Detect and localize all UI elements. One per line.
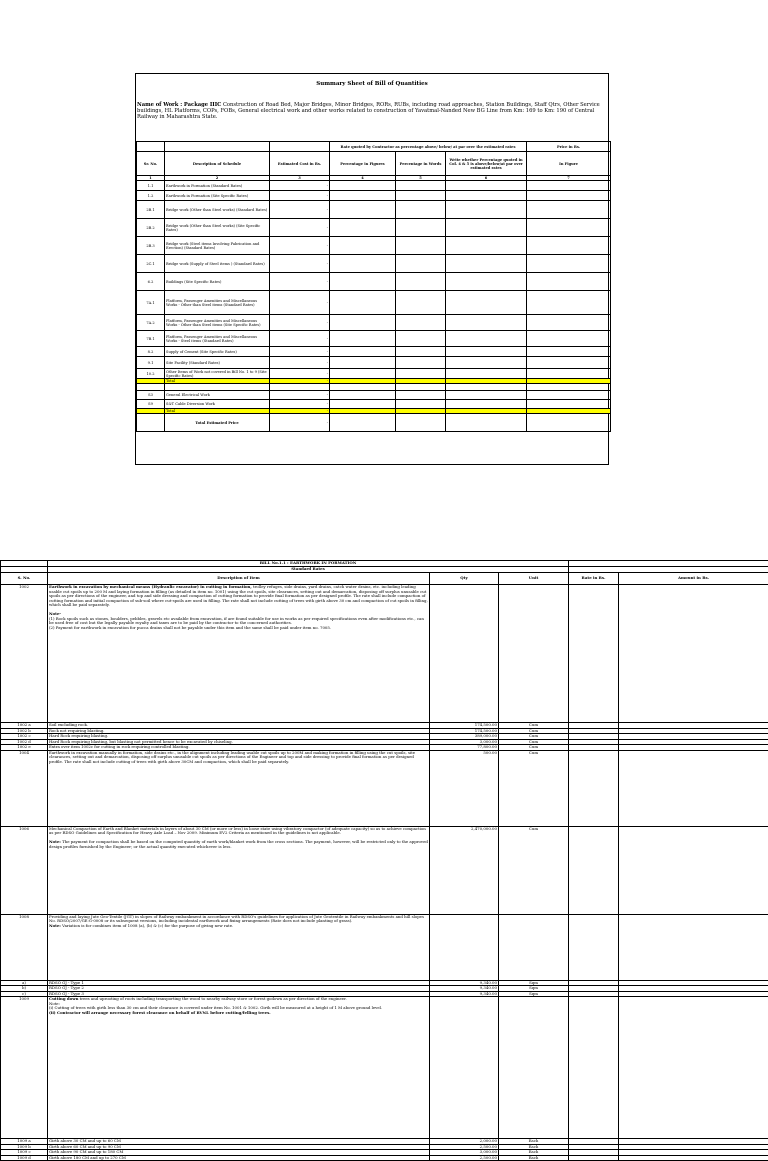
row-price (527, 331, 611, 347)
row-price (527, 369, 611, 379)
summary-sheet (135, 73, 609, 465)
row-price (527, 181, 611, 191)
write-whether-header: Write whether Percentage quoted in Col. 4 & 5 is above/below/at par over estimated rates (446, 152, 527, 176)
item-qty: 3,000.00 (430, 739, 499, 745)
item-unit: Sqm (499, 986, 569, 992)
row-description: Total Estimated Price (165, 414, 270, 432)
bill-unit-header: Unit (499, 573, 569, 585)
item-text: Girth above 30 CM and up to 60 CM (49, 1139, 121, 1144)
item-amount (619, 826, 768, 914)
table-row (1, 750, 768, 826)
table-row (1, 997, 768, 1139)
item-text: The payment for compaction shall be based on the computed quantity of earth work/blanket work from the cross sections. The payment, however, will be restricted only to the approved design profiles furnished by the Engineer; or the actual quantity executed whichever is less. (49, 839, 428, 849)
cost-header: Estimated Cost in Rs. (270, 152, 330, 176)
item-text: Extra over item 1002c for cutting in rock requiring controlled blasting. (49, 745, 190, 750)
row-description: Other Items of Work not covered in Bill No. 1 to 9 (Site Specific Rates) (165, 369, 270, 379)
table-row (137, 400, 611, 409)
row-pct-figures (330, 357, 396, 369)
row-description: Site Facility (Standard Rates) (165, 357, 270, 369)
item-sno: 1009 (1, 997, 48, 1139)
row-pct-figures (330, 331, 396, 347)
bill-sno-header: S. No. (1, 573, 48, 585)
item-rate (569, 997, 619, 1139)
table-row (137, 391, 611, 400)
col-num: 7 (527, 176, 611, 181)
row-pct-words (396, 331, 446, 347)
item-text: RDSO GJ - Type 2 (49, 986, 84, 991)
table-row (137, 347, 611, 357)
item-qty: 77,800.00 (430, 745, 499, 751)
row-cost: - (270, 400, 330, 409)
row-sno: 2B.3 (137, 237, 165, 255)
row-sno: 1.1 (137, 181, 165, 191)
item-unit: Cum (499, 750, 569, 826)
table-row (137, 291, 611, 315)
table-row (1, 826, 768, 914)
table-row (137, 273, 611, 291)
item-text: Variation is for combines item of 1008 (a), (b) & (c) for the purpose of giving new rate. (61, 923, 233, 928)
row-sno (137, 384, 165, 391)
item-text: Girth above 60 CM and up to 90 CM (49, 1144, 121, 1149)
row-pct-words (396, 369, 446, 379)
item-text: Note: (49, 1001, 60, 1006)
rate-quoted-header: Rate quoted by Contractor as percentage above/ below/ at par over the estimated rates (330, 142, 527, 152)
row-pct-words (396, 347, 446, 357)
item-bold: Note: (49, 839, 61, 844)
item-description (48, 750, 430, 826)
item-description (48, 914, 430, 980)
item-unit: Sqm (499, 991, 569, 997)
item-bold: (ii) Contractor will arrange necessary forest clearance on behalf of RVNL before cutting/felling trees. (49, 1010, 271, 1015)
item-sno: 1009 b (1, 1144, 48, 1150)
item-text: Earthwork in excavation manually in formation, side drains etc., in the alignment including leading usable cut spoils up to 200M and making formation in filling using the cut spoils, site clearances, setting out and demarcation, disposing off surplus unusable cut spoils as per directions of the Engineer and top and side dressing to provide final formation as per designed profile. The rate shall not include cutting of trees with girth above 30CM and compaction, which shall be paid separately. (49, 750, 415, 764)
item-unit: Cum (499, 728, 569, 734)
row-pct-words (396, 414, 446, 432)
row-sno: 2B.2 (137, 219, 165, 237)
sno-header: Sr. No. (137, 152, 165, 176)
name-of-work-text: Construction of Road Bed, Major Bridges, Minor Bridges, RORs, RUBs, including road approaches, Station Buildings, Staff Qtrs, Other Service buildings, HL Platforms, COPs, FOBs, General electrical work and other works related to construction of Yavatmal-Nanded New BG Line from Km: 169 to Km: 190 of Central Railway in Maharashtra State. (137, 102, 600, 120)
row-pct-words (396, 391, 446, 400)
item-qty: 9,340.00 (430, 980, 499, 986)
row-above-below (446, 384, 527, 391)
row-above-below (446, 331, 527, 347)
row-price: - (527, 414, 611, 432)
row-description: Bridge work (Other than Steel works) (Standard Rates) (165, 201, 270, 219)
item-sno: 1002 d (1, 739, 48, 745)
item-qty: 9,340.00 (430, 991, 499, 997)
row-above-below (446, 273, 527, 291)
item-text: (i) Cutting of trees with girth less than 30 cm and their clearance is covered under item No. 1001 & 1002. Girth will be measured at a height of 1 M above ground level. (49, 1005, 382, 1010)
row-pct-figures (330, 414, 396, 432)
row-above-below (446, 255, 527, 273)
item-unit: Cum (499, 739, 569, 745)
item-text: Rock not requiring blasting. (49, 728, 105, 733)
price-header: Price in Rs. (527, 142, 611, 152)
row-above-below (446, 291, 527, 315)
row-cost: - (270, 273, 330, 291)
row-cost: - (270, 347, 330, 357)
row-price (527, 391, 611, 400)
row-cost (270, 384, 330, 391)
row-cost: - (270, 414, 330, 432)
item-sno: 1002 e (1, 745, 48, 751)
col-num: 4 (330, 176, 396, 181)
item-sno: 1002 c (1, 734, 48, 740)
bill-title: BILL No.1.1 : EARTHWORK IN FORMATION (48, 561, 569, 567)
table-row (137, 237, 611, 255)
col-num: 5 (396, 176, 446, 181)
table-row (1, 1155, 768, 1161)
table-row (137, 331, 611, 347)
item-unit (499, 914, 569, 980)
row-pct-figures (330, 191, 396, 201)
row-pct-words (396, 201, 446, 219)
row-description: Bridge work (Other than Steel works) (Site Specific Rates) (165, 219, 270, 237)
table-row (137, 315, 611, 331)
item-sno: 1004 (1, 750, 48, 826)
row-sno: 6.2 (137, 273, 165, 291)
row-description: General Electrical Work (165, 391, 270, 400)
item-text: RDSO GJ - Type 3 (49, 991, 84, 996)
row-above-below (446, 414, 527, 432)
row-pct-words (396, 237, 446, 255)
row-above-below (446, 191, 527, 201)
row-description: Platform, Passenger Amenities and Miscellaneous Works - Steel items (Standard Rates) (165, 331, 270, 347)
item-text: Girth above 180 CM and up to 270 CM (49, 1155, 126, 1160)
row-description: Platform, Passenger Amenities and Miscellaneous Works - Other than Steel items (Standard Rates) (165, 291, 270, 315)
table-row (137, 384, 611, 391)
item-qty: 3,000.00 (430, 1150, 499, 1156)
row-pct-words (396, 400, 446, 409)
item-qty (430, 997, 499, 1139)
item-rate (569, 1155, 619, 1161)
item-amount (619, 997, 768, 1139)
item-sno: a) (1, 980, 48, 986)
table-row (137, 201, 611, 219)
row-pct-figures (330, 255, 396, 273)
table-row (137, 369, 611, 379)
bill-desc-header: Description of Item (48, 573, 430, 585)
row-pct-figures (330, 273, 396, 291)
item-text: Providing and laying Jute Geo-Textile (JGT) in slopes of Railway embankment in accordance with RDSO's guidelines for application of Jute Geotextile in Railway embankments and hill slopes No. RDSO/2007/GE:G-0008 or its subsequent versions, including incidental earthwork and fixing arrangements (Rate does not include planting of grass). (49, 914, 424, 923)
row-above-below (446, 369, 527, 379)
note-text: (2) Payment for earthwork in excavation for pucca drains shall not be payable under this item and the same shall be paid under item no. 7005. (49, 625, 331, 630)
row-description: Buildings (Site Specific Rates) (165, 273, 270, 291)
item-bold: Note: (49, 923, 61, 928)
row-sno: 7A.1 (137, 291, 165, 315)
row-pct-figures (330, 201, 396, 219)
item-text: RDSO GJ - Type 1 (49, 980, 84, 985)
item-text: Girth above 90 CM and up to 180 CM (49, 1150, 123, 1155)
bill-amount-header: Amount in Rs. (619, 573, 768, 585)
row-price (527, 255, 611, 273)
item-unit (499, 997, 569, 1139)
row-pct-words (396, 384, 446, 391)
note-text: (1) Rock spoils such as stones, boulders, pebbles, gravels etc available from excavation, if are found suitable for use in works as per required specifications even after modifications etc., can be used free of cost but the legally payable royalty and taxes are to be paid by the contractor to the concerned authorities. (49, 616, 424, 626)
item-sno: 1009 a (1, 1139, 48, 1145)
item-qty: 174,500.00 (430, 723, 499, 729)
row-description (165, 384, 270, 391)
item-qty (430, 914, 499, 980)
row-pct-figures (330, 384, 396, 391)
row-description: Supply of Cement (Site Specific Rates) (165, 347, 270, 357)
item-description (48, 826, 430, 914)
row-cost: - (270, 201, 330, 219)
row-pct-figures (330, 391, 396, 400)
row-above-below (446, 391, 527, 400)
row-price (527, 315, 611, 331)
row-description: Bridge work (Supply of Steel items ) (Standard Rates) (165, 255, 270, 273)
item-amount (619, 750, 768, 826)
item-unit: Cum (499, 826, 569, 914)
row-pct-figures (330, 181, 396, 191)
item-unit: Cum (499, 745, 569, 751)
item-sno: 1006 (1, 826, 48, 914)
item-qty: 389,000.00 (430, 734, 499, 740)
row-sno: 7A.2 (137, 315, 165, 331)
item-unit: Cum (499, 734, 569, 740)
row-pct-figures (330, 369, 396, 379)
item-text: trolley refuges, side drains, yard drains, catch water drains, etc. including leading usable cut spoils up to 200 M and laying formation in filling (as detailed in item no. 1001) using the cut spoils, site clearances, setting out and demarcation, disposing off surplus unusable cut spoils as per directions of the engineer, and top and side dressing and compaction of cutting formation to provide final formation as per designed profile. The rate shall include compaction of cutting formation and initial compaction of sub-soil where cut-spoils are used in filling. The rate shall not include cutting of trees with girth above 30 cm and compaction of cut spoils in filling, which shall be paid separately. (49, 585, 428, 608)
table-row (137, 181, 611, 191)
row-price (527, 237, 611, 255)
item-qty: 2,470,000.00 (430, 826, 499, 914)
item-text: Hard Rock requiring blasting. (49, 734, 108, 739)
item-unit: Each (499, 1155, 569, 1161)
row-sno (137, 414, 165, 432)
item-unit: Cum (499, 723, 569, 729)
item-unit: Sqm (499, 980, 569, 986)
item-sno: 1002 b (1, 728, 48, 734)
row-price (527, 357, 611, 369)
table-row (137, 219, 611, 237)
row-pct-words (396, 273, 446, 291)
item-sno: 1009 d (1, 1155, 48, 1161)
row-above-below (446, 237, 527, 255)
table-row (137, 357, 611, 369)
row-sno: 2B.1 (137, 201, 165, 219)
row-description: S&T Cable Diversion Work (165, 400, 270, 409)
row-cost: - (270, 331, 330, 347)
description-header: Description of Schedule (165, 152, 270, 176)
table-row (137, 255, 611, 273)
summary-table (136, 141, 611, 432)
row-above-below (446, 181, 527, 191)
col-num: 1 (137, 176, 165, 181)
row-description: Total (165, 379, 270, 384)
item-qty: 2,000.00 (430, 1139, 499, 1145)
row-sno: 8.2 (137, 347, 165, 357)
item-sno: b) (1, 986, 48, 992)
row-pct-words (396, 255, 446, 273)
row-pct-figures (330, 400, 396, 409)
name-of-work-label: Name of Work : Package IIIC (137, 102, 221, 108)
in-figure-header: In Figure (527, 152, 611, 176)
row-pct-figures (330, 291, 396, 315)
bill-table (0, 560, 768, 1161)
bill-qty-header: Qty (430, 573, 499, 585)
item-qty: 2,500.00 (430, 1144, 499, 1150)
row-cost: - (270, 369, 330, 379)
bill-subtitle: Standard Rates (48, 567, 569, 573)
row-cost: - (270, 409, 330, 414)
row-sno: 1.2 (137, 191, 165, 201)
col-num: 6 (446, 176, 527, 181)
item-rate (569, 826, 619, 914)
item-bold: Cutting down (49, 997, 78, 1002)
item-qty: 9,340.00 (430, 986, 499, 992)
row-pct-figures (330, 237, 396, 255)
row-pct-words (396, 191, 446, 201)
row-pct-figures (330, 347, 396, 357)
row-cost: - (270, 237, 330, 255)
row-cost: - (270, 181, 330, 191)
item-sno: 1008 (1, 914, 48, 980)
row-description: Total (165, 409, 270, 414)
summary-title: Summary Sheet of Bill of Quantities (136, 81, 608, 87)
row-above-below (446, 400, 527, 409)
row-description: Earthwork in Formation (Site Specific Rates) (165, 191, 270, 201)
row-cost: - (270, 391, 330, 400)
row-above-below (446, 219, 527, 237)
row-pct-words (396, 357, 446, 369)
table-row (137, 414, 611, 432)
row-description: Earthwork in Formation (Standard Rates) (165, 181, 270, 191)
item-sno: c) (1, 991, 48, 997)
item-bold: Earthwork in excavation by mechanical means (Hydraulic excavator) in cutting in formation, (49, 585, 252, 590)
row-cost: - (270, 315, 330, 331)
item-description (48, 1155, 430, 1161)
row-description: Platform, Passenger Amenities and Miscellaneous Works - Other than Steel items (Site Specific Rates) (165, 315, 270, 331)
row-above-below (446, 315, 527, 331)
row-price (527, 400, 611, 409)
item-text: trees and uprooting of roots including transporting the wood to nearby railway store or forest godown as per direction of the engineer. (78, 997, 346, 1002)
item-amount (619, 914, 768, 980)
row-sno: 2C.1 (137, 255, 165, 273)
bill-rate-header: Rate in Rs. (569, 573, 619, 585)
row-description: Bridge work (Steel items Involving Fabrication and Erection) (Standard Rates) (165, 237, 270, 255)
row-pct-figures (330, 219, 396, 237)
row-pct-words (396, 219, 446, 237)
item-qty: 2,500.00 (430, 1155, 499, 1161)
row-pct-words (396, 291, 446, 315)
name-of-work (137, 102, 605, 121)
item-text: Soil excluding rock. (49, 723, 88, 728)
row-price (527, 291, 611, 315)
item-rate (569, 914, 619, 980)
row-sno: 9.1 (137, 357, 165, 369)
row-pct-words (396, 315, 446, 331)
row-price (527, 219, 611, 237)
row-sno: 10.2 (137, 369, 165, 379)
item-unit: Each (499, 1144, 569, 1150)
item-description (48, 997, 430, 1139)
item-sno: 1002 a (1, 723, 48, 729)
row-price (527, 347, 611, 357)
pct-words-header: Percentage in Words (396, 152, 446, 176)
table-row (137, 191, 611, 201)
item-rate (569, 750, 619, 826)
pct-figures-header: Percentage in Figures (330, 152, 396, 176)
table-row (1, 585, 768, 723)
row-sno: 7B.1 (137, 331, 165, 347)
col-num: 3 (270, 176, 330, 181)
row-price (527, 384, 611, 391)
item-unit: Each (499, 1150, 569, 1156)
row-cost: - (270, 191, 330, 201)
item-unit: Each (499, 1139, 569, 1145)
row-sno: S3 (137, 391, 165, 400)
row-above-below (446, 357, 527, 369)
table-row (1, 914, 768, 980)
item-sno: 1009 c (1, 1150, 48, 1156)
row-cost: - (270, 219, 330, 237)
row-sno: S9 (137, 400, 165, 409)
row-pct-figures (330, 315, 396, 331)
item-qty: 500.00 (430, 750, 499, 826)
item-amount (619, 1155, 768, 1161)
row-cost: - (270, 379, 330, 384)
row-price (527, 201, 611, 219)
row-price (527, 191, 611, 201)
row-cost: - (270, 255, 330, 273)
item-text: Mechanical Compaction of Earth and Blanket materials in layers of about 30 CM (or more or less) in loose state using vibratory compactor (of adequate capacity) so as to achieve compaction as per RDSO Guidelines and Specification for Heavy Axle Load – Nov 2009. Minimum EV2 Criteria as mentioned in the guidelines is not applicable. (49, 826, 426, 835)
col-num: 2 (165, 176, 270, 181)
row-cost: - (270, 357, 330, 369)
row-pct-words (396, 181, 446, 191)
row-price (527, 273, 611, 291)
row-cost: - (270, 291, 330, 315)
item-description (48, 585, 430, 723)
note-label: Note- (49, 611, 61, 616)
row-above-below (446, 347, 527, 357)
row-above-below (446, 201, 527, 219)
item-qty: 174,500.00 (430, 728, 499, 734)
item-text: Hard Rock requiring blasting, but blasting not permitted hence to be excavated by chiseling. (49, 739, 233, 744)
item-sno: 1002 (1, 585, 48, 723)
